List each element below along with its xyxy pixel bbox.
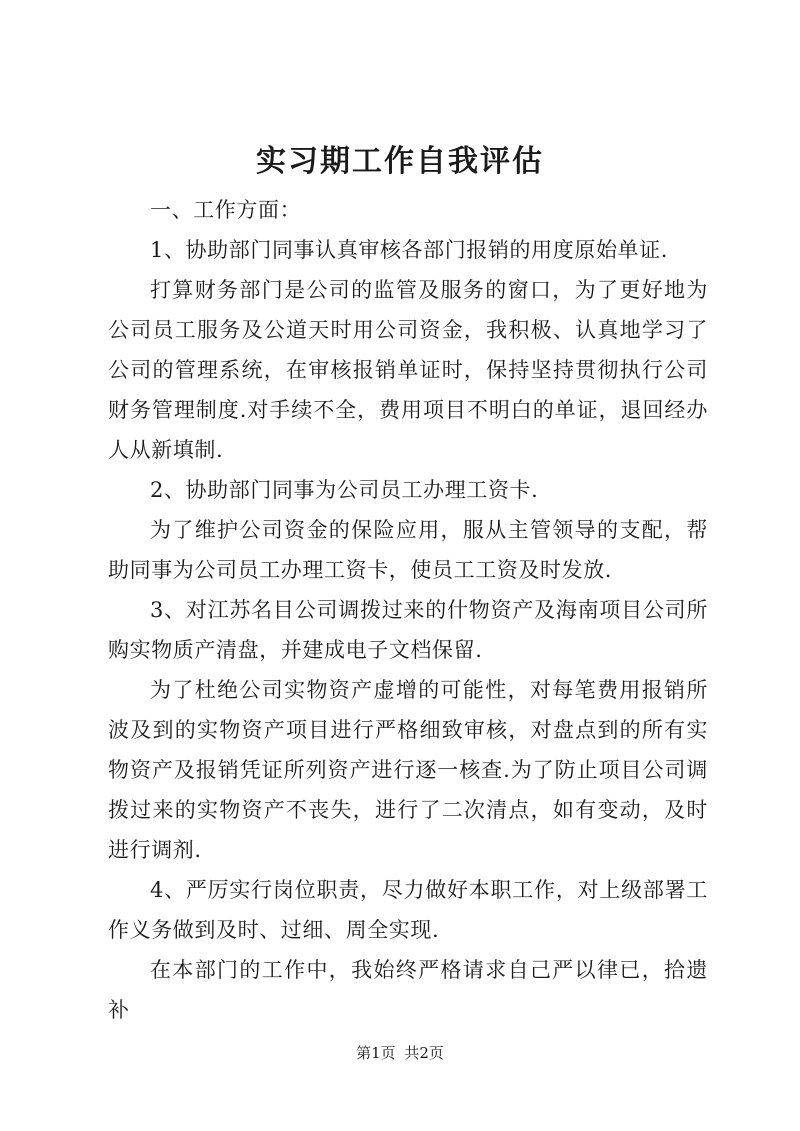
paragraph-item-1-detail: 打算财务部门是公司的监管及服务的窗口，为了更好地为公司员工服务及公道天时用公司资金，我积极、认真地学习了公司的管理系统，在审核报销单证时，保持坚持贯彻执行公司财务管理制度.对手续不全，费用项目不明白的单证，退回经办人从新填制. (108, 278, 708, 462)
document-body (108, 190, 708, 1030)
paragraph-item-2: 2、协助部门同事为公司员工办理工资卡. (150, 478, 539, 502)
document-title: 实习期工作自我评估 (256, 144, 544, 179)
paragraph-item-3: 3、对江苏名目公司调拨过来的什物资产及海南项目公司所购实物质产清盘，并建成电子文档保留. (108, 598, 708, 662)
paragraph-item-3-detail: 为了杜绝公司实物资产虚增的可能性，对每笔费用报销所波及到的实物资产项目进行严格细致审核，对盘点到的所有实物资产及报销凭证所列资产进行逐一核查.为了防止项目公司调拨过来的实物资产不丧失，进行了二次清点，如有变动，及时进行调剂. (108, 678, 708, 862)
paragraph-item-2-detail: 为了维护公司资金的保险应用，服从主管领导的支配，帮助同事为公司员工办理工资卡，使员工工资及时发放. (108, 518, 708, 582)
paragraph-item-4: 4、严厉实行岗位职责，尽力做好本职工作，对上级部署工作义务做到及时、过细、周全实现. (108, 878, 708, 942)
page-total: 共2页 (404, 1044, 444, 1062)
page-footer (0, 1042, 800, 1064)
paragraph-section-heading: 一、工作方面： (150, 198, 302, 222)
paragraph-item-1: 1、协助部门同事认真审核各部门报销的用度原始单证. (150, 238, 669, 262)
page-number: 第1页 (356, 1044, 396, 1062)
paragraph-item-4-detail: 在本部门的工作中，我始终严格请求自己严以律已，拾遗补 (108, 958, 708, 1022)
